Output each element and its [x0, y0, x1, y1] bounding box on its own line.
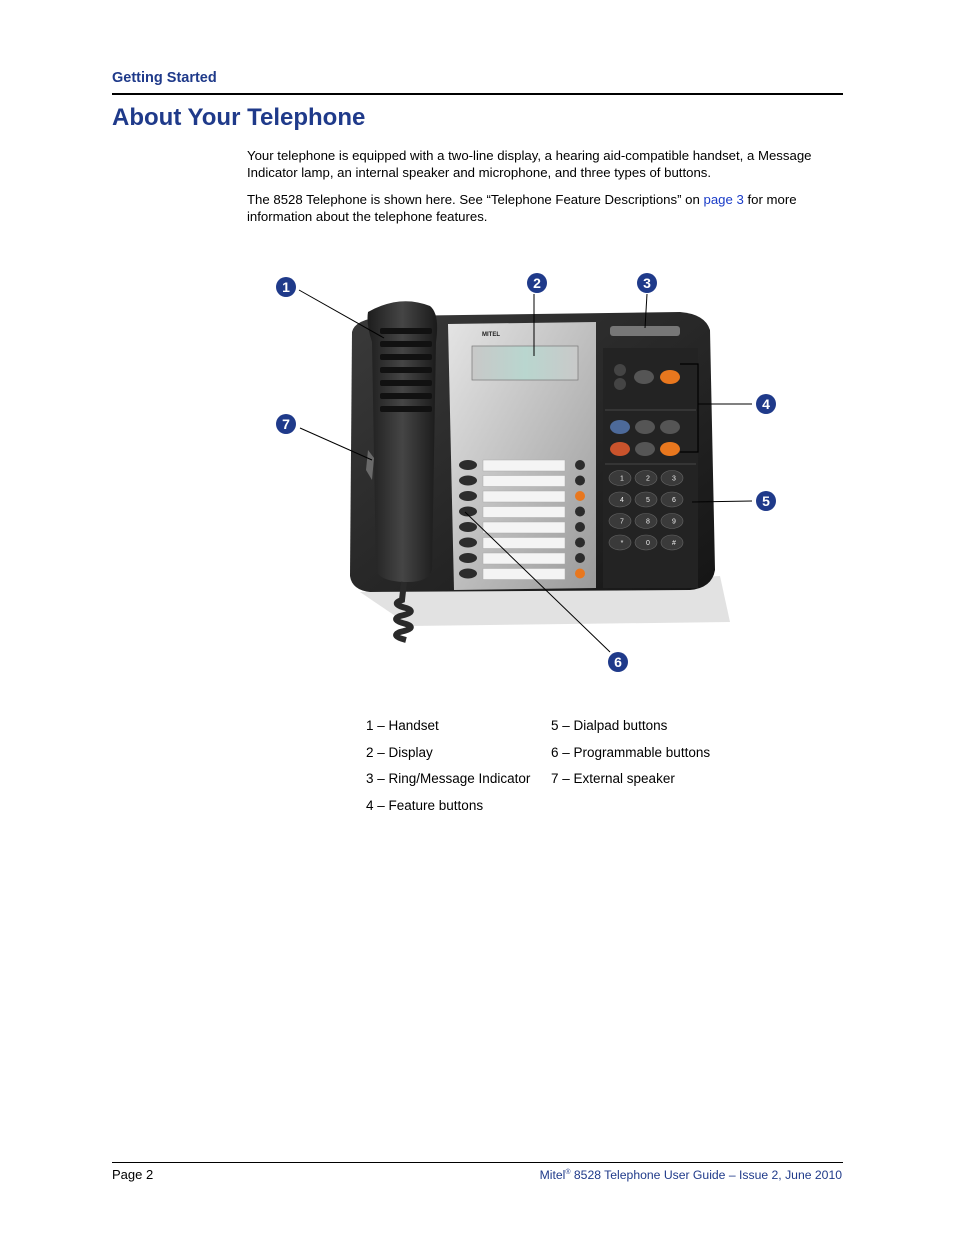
- section-label: Getting Started: [112, 70, 217, 86]
- doc-brand: Mitel: [539, 1168, 566, 1182]
- paragraph-text: for more information about the telephone features.: [247, 192, 797, 224]
- programmable-button[interactable]: [575, 460, 585, 470]
- programmable-button[interactable]: [459, 491, 477, 501]
- legend: [366, 717, 731, 814]
- legend-item: 1 – Handset: [366, 718, 439, 733]
- key-label-strip: [483, 569, 565, 580]
- earpiece-slot: [380, 406, 432, 412]
- legend-item: 7 – External speaker: [551, 771, 675, 787]
- programmable-button[interactable]: [459, 553, 477, 563]
- dialpad-digit: 8: [646, 518, 650, 526]
- telephone-figure: [260, 270, 800, 680]
- display-screen: [472, 346, 578, 380]
- dialpad-digit: 1: [620, 475, 624, 483]
- key-label-strip: [483, 507, 565, 518]
- programmable-button[interactable]: [459, 538, 477, 548]
- release-button[interactable]: [610, 442, 630, 456]
- dialpad-digit: 5: [646, 497, 650, 504]
- earpiece-slot: [380, 367, 432, 373]
- paragraph-text: The 8528 Telephone is shown here. See “Telephone Feature Descriptions” on: [247, 192, 704, 207]
- earpiece-slot: [380, 354, 432, 360]
- earpiece-slot: [380, 341, 432, 347]
- callout-number: 7: [282, 416, 290, 432]
- programmable-button[interactable]: [575, 491, 585, 501]
- intro-paragraph-2: [247, 191, 843, 225]
- programmable-button[interactable]: [575, 507, 585, 517]
- dialpad-digit: #: [672, 540, 676, 547]
- dialpad-digit: 2: [646, 475, 650, 483]
- mute-button[interactable]: [660, 370, 680, 384]
- programmable-button[interactable]: [575, 522, 585, 532]
- transfer-button[interactable]: [635, 442, 655, 456]
- programmable-button[interactable]: [459, 522, 477, 532]
- dialpad-digit: 9: [672, 518, 676, 526]
- message-button[interactable]: [610, 420, 630, 434]
- header-rule: [112, 93, 843, 95]
- down-arrow-button[interactable]: [614, 378, 626, 390]
- programmable-button[interactable]: [459, 569, 477, 579]
- programmable-button[interactable]: [575, 476, 585, 486]
- legend-item: 6 – Programmable buttons: [551, 744, 711, 760]
- page-title: About Your Telephone: [112, 104, 366, 131]
- callout-number: 5: [762, 493, 770, 509]
- dialpad-digit: 7: [620, 518, 624, 526]
- callout-number: 4: [762, 396, 770, 412]
- programmable-button[interactable]: [459, 460, 477, 470]
- callout-number: 3: [643, 275, 651, 291]
- doc-title-rest: 8528 Telephone User Guide – Issue 2, June 2010: [570, 1168, 842, 1182]
- legend-item: 4 – Feature buttons: [366, 797, 484, 813]
- legend-item: 5 – Dialpad buttons: [551, 718, 668, 733]
- programmable-button[interactable]: [575, 538, 585, 548]
- legend-item: 3 – Ring/Message Indicator: [366, 771, 531, 787]
- key-label-strip: [483, 460, 565, 471]
- hold-button[interactable]: [635, 420, 655, 434]
- brand-logo: MITEL: [482, 332, 500, 338]
- earpiece-slot: [380, 328, 432, 334]
- redial-button[interactable]: [660, 420, 680, 434]
- page-number: Page 2: [112, 1167, 154, 1182]
- key-label-strip: [483, 522, 565, 533]
- key-label-strip: [483, 538, 565, 549]
- callout-number: 2: [533, 275, 541, 291]
- dialpad-digit: *: [620, 540, 624, 547]
- up-arrow-button[interactable]: [614, 364, 626, 376]
- intro-paragraph: Your telephone is equipped with a two-line display, a hearing aid-compatible handset, a Message Indicator lamp, an internal speaker and microphone, and three types of buttons.: [247, 148, 812, 180]
- volume-button[interactable]: [634, 370, 654, 384]
- speaker-button[interactable]: [660, 442, 680, 456]
- telephone-illustration: [260, 270, 800, 680]
- registered-mark: ®: [565, 1168, 571, 1176]
- programmable-button[interactable]: [459, 476, 477, 486]
- earpiece-slot: [380, 380, 432, 386]
- callout-number: 1: [282, 279, 290, 295]
- dialpad-digit: 4: [620, 497, 624, 504]
- key-label-strip: [483, 491, 565, 502]
- key-label-strip: [483, 553, 565, 564]
- earpiece-slot: [380, 393, 432, 399]
- dialpad-digit: 0: [646, 540, 650, 547]
- key-label-strip: [483, 476, 565, 487]
- callout-number: 6: [614, 654, 622, 670]
- dialpad-digit: 3: [672, 475, 676, 483]
- dialpad-digit: 6: [672, 497, 676, 504]
- legend-item: 2 – Display: [366, 744, 433, 760]
- footer-rule: [112, 1162, 843, 1163]
- programmable-button[interactable]: [575, 569, 585, 579]
- page-link[interactable]: page 3: [703, 192, 744, 207]
- programmable-button[interactable]: [575, 553, 585, 563]
- document-title: [540, 1168, 842, 1182]
